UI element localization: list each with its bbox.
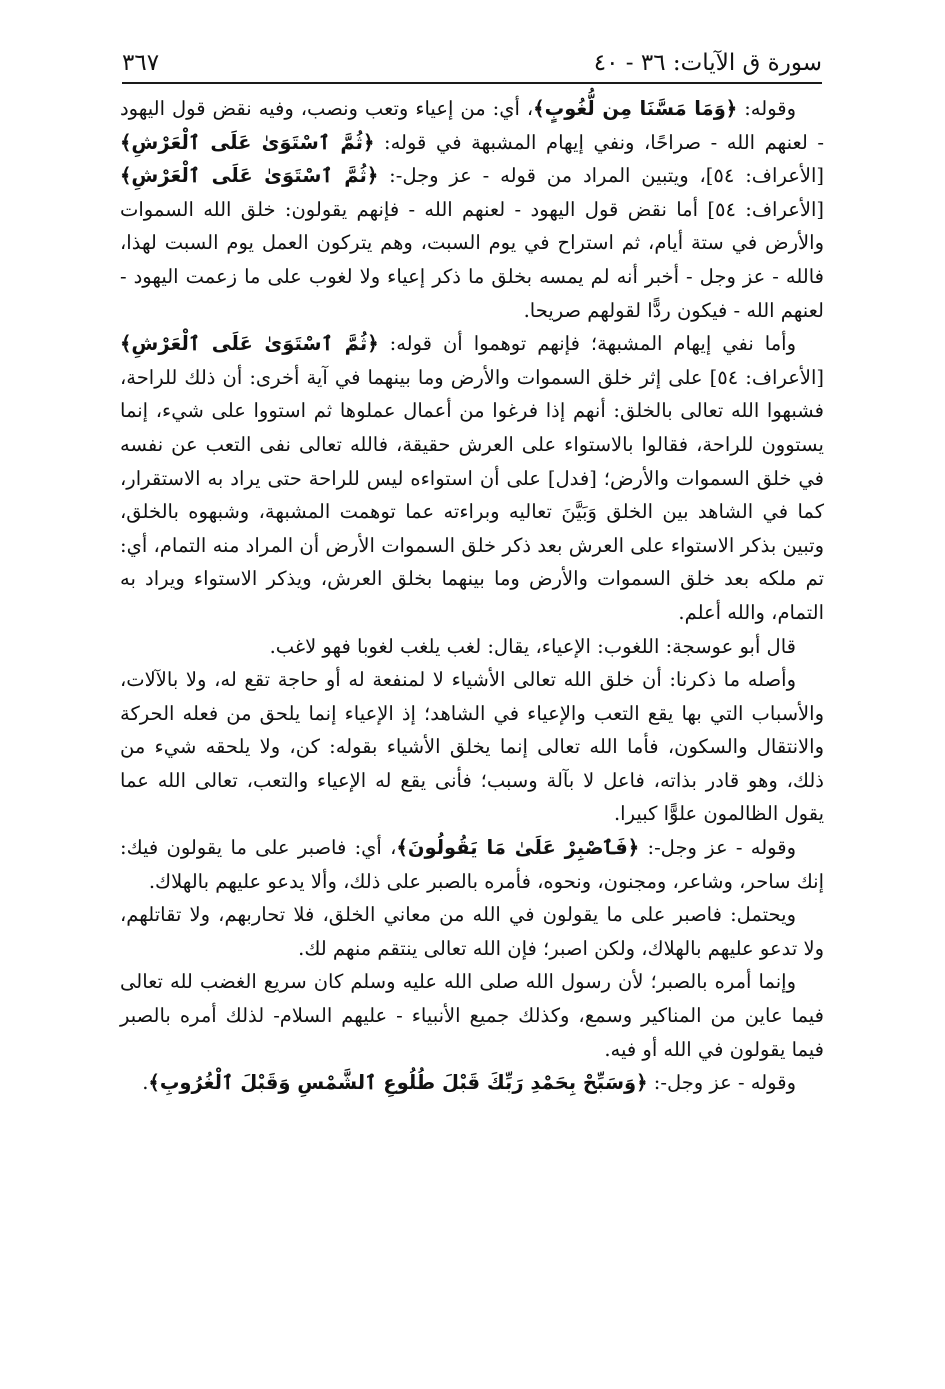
quran-verse: ﴿وَمَا مَسَّنَا مِن لُّغُوبٍ﴾ bbox=[533, 97, 738, 120]
paragraph bbox=[120, 1066, 824, 1100]
paragraph-text: [الأعراف: ٥٤]، ويتبين المراد من قوله - عز وجل-: bbox=[378, 164, 824, 188]
header-rule bbox=[122, 82, 822, 84]
quran-verse: ﴿ثُمَّ ٱسْتَوَىٰ عَلَى ٱلْعَرْشِ﴾ bbox=[120, 130, 375, 154]
paragraph bbox=[120, 630, 824, 664]
quran-verse: ﴿ثُمَّ ٱسْتَوَىٰ عَلَى ٱلْعَرْشِ﴾ bbox=[120, 164, 379, 188]
quran-verse: ﴿فَٱصْبِرْ عَلَىٰ مَا يَقُولُونَ﴾ bbox=[396, 836, 640, 860]
paragraph-text: قال أبو عوسجة: اللغوب: الإعياء، يقال: لغب يلغب لغوبا فهو لاغب. bbox=[269, 634, 796, 658]
paragraph-text: ، أي: فاصبر على ما يقولون فيك: إنك ساحر، وشاعر، ومجنون، ونحوه، فأمره بالصبر على ذلك، وألا يدعو عليهم بالهلاك. bbox=[120, 836, 824, 893]
quran-verse: ﴿وَسَبِّحْ بِحَمْدِ رَبِّكَ قَبْلَ طُلُوعِ ٱلشَّمْسِ وَقَبْلَ ٱلْغُرُوبِ﴾ bbox=[148, 1071, 648, 1095]
paragraph bbox=[120, 663, 824, 831]
surah-title: سورة ق الآيات: ٣٦ - ٤٠ bbox=[593, 50, 822, 76]
paragraph bbox=[120, 965, 824, 1066]
paragraph-text: وأما نفي إيهام المشبهة؛ فإنهم توهموا أن قوله: bbox=[378, 332, 797, 356]
paragraph bbox=[120, 898, 824, 965]
paragraph-text: وقوله: bbox=[737, 97, 797, 120]
body-text bbox=[120, 92, 824, 1100]
paragraph-text: وقوله - عز وجل-: bbox=[639, 836, 796, 860]
running-header bbox=[122, 34, 822, 76]
paragraph-text: وإنما أمره بالصبر؛ لأن رسول الله صلى الله عليه وسلم كان سريع الغضب لله تعالى فيما عاين من المناكير وسمع، وكذلك جميع الأنبياء - عليهم السلام- لذلك أمره بالصبر فيما يقولون في الله أو فيه. bbox=[120, 970, 824, 1061]
paragraph-text: [الأعراف: ٥٤] على إثر خلق السموات والأرض وما بينهما في آية أخرى: أن ذلك للراحة، فشبهوا الله تعالى بالخلق: أنهم إذا فرغوا من أعمال عملوها ثم استووا على شيء، إنما يستوون للراحة، فقالوا بالاستواء على العرش حقيقة، فالله تعالى نفى التعب عن نفسه في خلق السموات والأرض؛ [فدل] على أن استواءه ليس للراحة حتى يراد به الاستقرار، كما في الشاهد بين الخلق وَبَيَّنَ تعاليه وبراءته عما توهمت المشبهة، وشبهوه بالخلق، وتبين بذكر الاستواء على العرش بعد ذكر خلق السموات الأرض أن المراد منه التمام، أي: تم ملكه بعد خلق السموات والأرض وما بينهما بخلق العرش، ويذكر الاستواء ويراد به التمام، والله أعلم. bbox=[120, 365, 824, 624]
paragraph-text: ، أي: من إعياء وتعب ونصب، وفيه نقض قول اليهود - لعنهم الله - صراحًا، ونفي إيهام المشبهة في قوله: bbox=[120, 97, 824, 154]
paragraph bbox=[120, 831, 824, 898]
paragraph-text: وقوله - عز وجل-: bbox=[647, 1071, 796, 1095]
page-number: ٣٦٧ bbox=[122, 50, 160, 76]
paragraph-text: [الأعراف: ٥٤] أما نقض قول اليهود - لعنهم الله - فإنهم يقولون: خلق الله السموات والأرض في ستة أيام، ثم استراح في يوم السبت، وهم يتركون العمل يوم السبت لهذا، فالله - عز وجل - أخبر أنه لم يمسه بخلق ما ذكر إعياء ولا لغوب على ما زعمت اليهود - لعنهم الله - فيكون ردًّا لقولهم صريحا. bbox=[120, 197, 824, 322]
paragraph bbox=[120, 327, 824, 629]
paragraph bbox=[120, 92, 824, 327]
quran-verse: ﴿ثُمَّ ٱسْتَوَىٰ عَلَى ٱلْعَرْشِ﴾ bbox=[120, 332, 379, 356]
paragraph-text: ويحتمل: فاصبر على ما يقولون في الله من معاني الخلق، فلا تحاربهم، ولا تقاتلهم، ولا تدعو عليهم بالهلاك، ولكن اصبر؛ فإن الله تعالى ينتقم منهم لك. bbox=[120, 903, 824, 960]
paragraph-text: وأصله ما ذكرنا: أن خلق الله تعالى الأشياء لا لمنفعة له أو حاجة تقع له، ولا بالآلات، والأسباب التي بها يقع التعب والإعياء في الشاهد؛ إذ الإعياء إنما يلحق من فعله الحركة والانتقال والسكون، فأما الله تعالى إنما يخلق الأشياء بقوله: كن، ولا يلحقه شيء من ذلك، وهو قادر بذاته، فاعل لا بآلة وسبب؛ فأنى يقع له الإعياء والتعب، تعالى الله عما يقول الظالمون علوًّا كبيرا. bbox=[120, 668, 824, 826]
paragraph-text: . bbox=[142, 1071, 149, 1095]
